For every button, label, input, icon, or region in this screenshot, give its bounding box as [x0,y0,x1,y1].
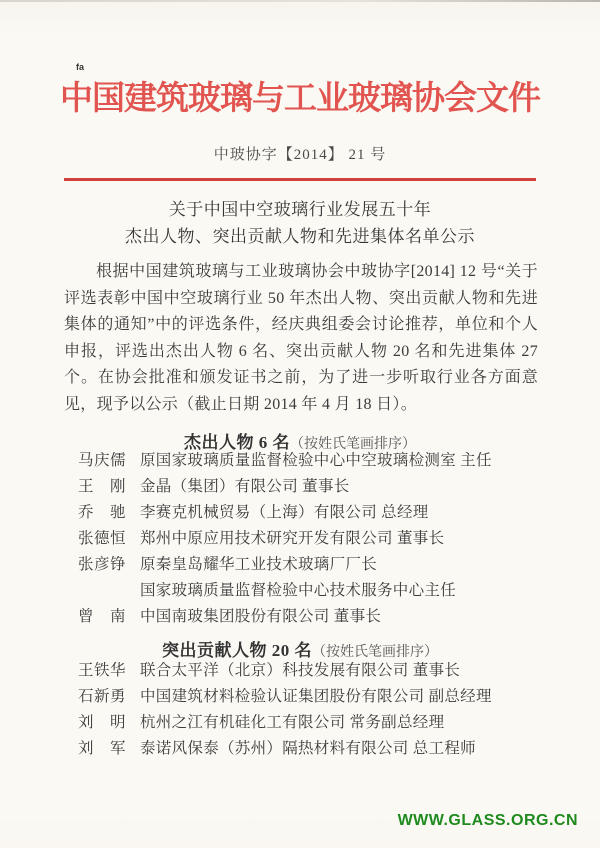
contribution-people-list [78,658,548,762]
section-heading-text: 突出贡献人物 20 名 [162,641,312,660]
section-heading-note: （按姓氏笔画排序） [312,645,438,660]
doc-title [0,196,600,250]
org-title: 中国建筑玻璃与工业玻璃协会文件 [60,81,540,117]
person-name: 马庆儒 [78,452,127,469]
person-title: 中国建筑材料检验认证集团股份有限公司 副总经理 [140,688,492,705]
list-item [78,448,548,474]
person-name: 曾 南 [78,608,127,625]
section-heading-note: （按姓氏笔画排序） [290,437,416,452]
person-title: 杭州之江有机硅化工有限公司 常务副总经理 [140,714,445,731]
person-name: 张德恒 [78,530,127,547]
person-title: 原秦皇岛耀华工业技术玻璃厂厂长 [140,556,378,573]
website-url: WWW.GLASS.ORG.CN [397,812,578,829]
person-title: 泰诺风保泰（苏州）隔热材料有限公司 总工程师 [140,740,476,757]
doc-number: 中玻协字【2014】 21 号 [213,147,387,163]
list-item [78,684,548,710]
section-heading-text: 杰出人物 6 名 [184,433,290,452]
list-item [78,526,548,552]
list-item [78,474,548,500]
person-name: 王铁华 [78,662,127,679]
person-title: 中国南玻集团股份有限公司 董事长 [140,608,382,625]
list-item-continuation [78,578,548,604]
body-paragraph: 根据中国建筑玻璃与工业玻璃协会中玻协字[2014] 12 号“关于评选表彰中国中空玻璃行业 50 年杰出人物、突出贡献人物和先进集体的通知”中的评选条件，经庆典组委会讨论推荐，单位和个人申报，评选出杰出人物 6 名、突出贡献人物 20 名和先进集体 27 个。在协会批准和颁发证书之前，为了进一步听取行业各方面意见，现予以公示（截止日期 2014 年 4 月 18 日）。 [64,263,538,413]
list-item [78,500,548,526]
red-divider-rule [64,178,536,181]
scan-edge-artifact [0,0,600,2]
person-name: 刘 明 [78,714,127,731]
list-item [78,710,548,736]
person-title: 国家玻璃质量监督检验中心技术服务中心主任 [140,582,457,599]
person-title: 原国家玻璃质量监督检验中心中空玻璃检测室 主任 [140,452,492,469]
person-name: 乔 驰 [78,504,127,521]
person-name: 石新勇 [78,688,127,705]
list-item [78,604,548,630]
person-name [78,578,140,604]
list-item [78,736,548,762]
person-name: 刘 军 [78,740,127,757]
doc-title-line1: 关于中国中空玻璃行业发展五十年 [168,200,432,219]
scan-mark: fa [76,62,85,72]
doc-title-line2: 杰出人物、突出贡献人物和先进集体名单公示 [125,227,475,246]
person-title: 金晶（集团）有限公司 董事长 [140,478,350,495]
person-title: 联合太平洋（北京）科技发展有限公司 董事长 [140,662,461,679]
person-title: 郑州中原应用技术研究开发有限公司 董事长 [140,530,445,547]
person-name: 张彦铮 [78,556,127,573]
list-item [78,552,548,578]
list-item [78,658,548,684]
outstanding-people-list [78,448,548,630]
person-name: 王 刚 [78,478,127,495]
person-title: 李赛克机械贸易（上海）有限公司 总经理 [140,504,429,521]
